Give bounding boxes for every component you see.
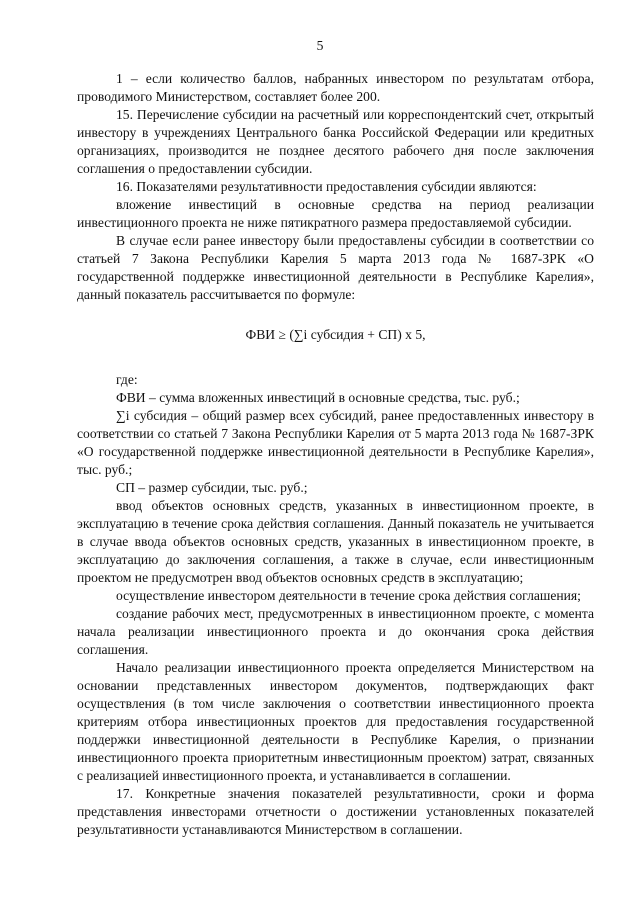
paragraph-activity: осуществление инвестором деятельности в течение срока действия соглашения; [116, 588, 581, 603]
definition-fvi: ФВИ – сумма вложенных инвестиций в основные средства, тыс. руб.; [116, 390, 520, 405]
page-number: 5 [316, 38, 324, 53]
paragraph-15-transfer: 15. Перечисление субсидии на расчетный или корреспондентский счет, открытый инвестору в учреждениях Центрального банка Российской Федерации или кредитных организациях, производится не позднее десятого рабочего дня после заключения соглашения о предоставлении субсидии. [77, 107, 594, 176]
paragraph-16-indicators: 16. Показателями результативности предоставления субсидии являются: [116, 179, 537, 194]
paragraph-previous-subsidies: В случае если ранее инвестору были предоставлены субсидии в соответствии со статьей 7 Закона Республики Карелия 5 марта 2013 года № 1687-ЗРК «О государственной поддержке инвестиционной деятельности в Республике Карелия», данный показатель рассчитывается по формуле: [77, 233, 594, 302]
paragraph-17-reporting: 17. Конкретные значения показателей результативности, сроки и форма представления инвесторами отчетности о достижении установленных показателей результативности устанавливаются Министерством в соглашении. [77, 786, 594, 837]
document-body [77, 70, 594, 839]
paragraph-commissioning: ввод объектов основных средств, указанных в инвестиционном проекте, в эксплуатацию в течение срока действия соглашения. Данный показатель не учитывается в случае ввода объектов основных средств, указанных в инвестиционном проекте, в эксплуатацию до заключения соглашения, а также в случае, если инвестиционным проектом не предусмотрен ввод объектов основных средств в эксплуатацию; [77, 498, 594, 585]
paragraph-criterion-200: 1 – если количество баллов, набранных инвестором по результатам отбора, проводимого Министерством, составляет более 200. [77, 71, 594, 104]
formula: ФВИ ≥ (∑i субсидия + СП) х 5, [245, 327, 426, 342]
paragraph-jobs: создание рабочих мест, предусмотренных в инвестиционном проекте, с момента начала реализации инвестиционного проекта и до окончания срока действия соглашения. [77, 606, 594, 657]
paragraph-investment: вложение инвестиций в основные средства на период реализации инвестиционного проекта не ниже пятикратного размера предоставляемой субсидии. [77, 197, 594, 230]
paragraph-where: где: [116, 372, 138, 387]
definition-subsidy-sum: ∑i субсидия – общий размер всех субсидий, ранее предоставленных инвестору в соответствии со статьей 7 Закона Республики Карелия от 5 марта 2013 года № 1687-ЗРК «О государственной поддержке инвестиционной деятельности в Республике Карелия», тыс. руб.; [77, 408, 594, 477]
paragraph-project-start: Начало реализации инвестиционного проекта определяется Министерством на основании представленных инвестором документов, подтверждающих факт осуществления (в том числе заключения о соответствии инвестиционного проекта критериям отбора инвестиционных проектов для предоставления государственной поддержки инвестиционной деятельности в Республике Карелия, о признании инвестиционного проекта приоритетным инвестиционным проектом) затрат, связанных с реализацией инвестиционного проекта, и устанавливается в соглашении. [77, 660, 594, 783]
definition-sp: СП – размер субсидии, тыс. руб.; [116, 480, 308, 495]
